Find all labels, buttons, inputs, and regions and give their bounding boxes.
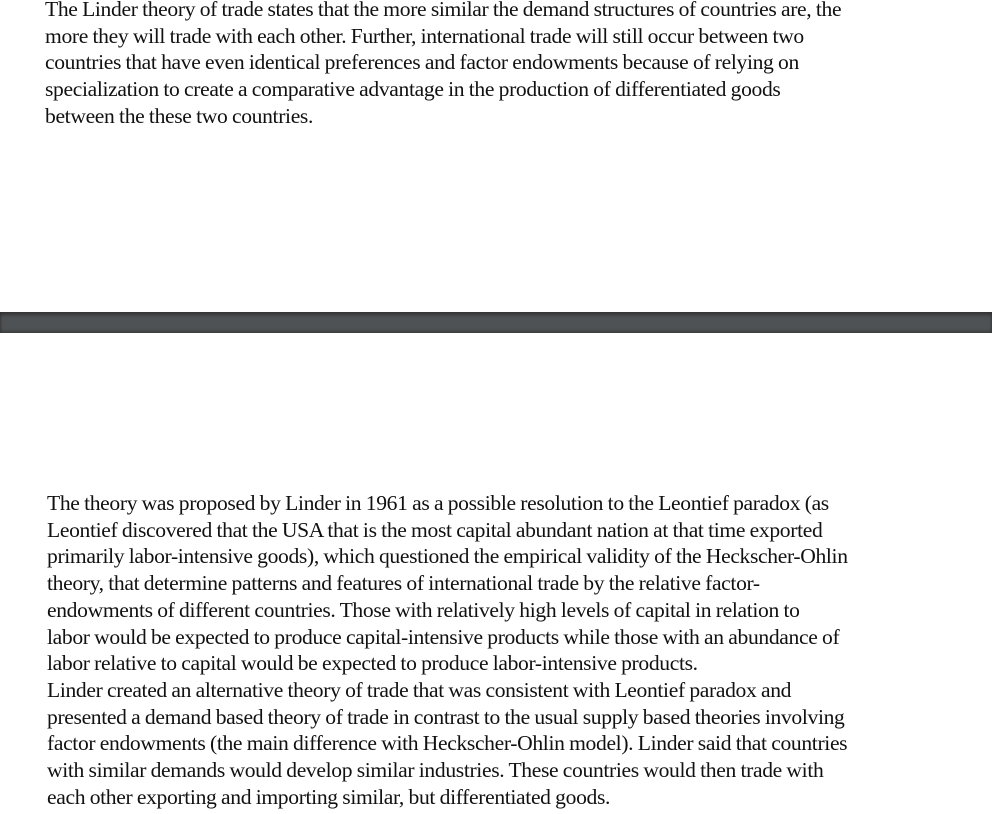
- text-line: primarily labor-intensive goods), which questioned the empirical validity of the Heckscher-Ohlin: [47, 544, 848, 569]
- paragraph-theory-origin: [47, 490, 848, 677]
- text-line: labor relative to capital would be expected to produce labor-intensive products.: [47, 651, 698, 676]
- paragraph-linder-theory-definition: [45, 0, 841, 130]
- text-line: The theory was proposed by Linder in 1961 as a possible resolution to the Leontief paradox (as: [47, 491, 829, 515]
- text-line: The Linder theory of trade states that the more similar the demand structures of countries are, the: [45, 0, 842, 21]
- text-line: specialization to create a comparative advantage in the production of differentiated goods: [45, 77, 781, 102]
- document-page-bottom: [0, 333, 992, 814]
- text-line: endowments of different countries. Those with relatively high levels of capital in relation to: [47, 597, 800, 622]
- text-line: labor would be expected to produce capital-intensive products while those with an abundance of: [47, 624, 840, 649]
- page-break-separator: [0, 312, 992, 333]
- text-line: factor endowments (the main difference with Heckscher-Ohlin model). Linder said that countries: [47, 731, 848, 756]
- text-line: between the these two countries.: [45, 103, 314, 128]
- text-line: Linder created an alternative theory of trade that was consistent with Leontief paradox and: [47, 678, 792, 702]
- text-line: Leontief discovered that the USA that is the most capital abundant nation at that time exported: [47, 517, 823, 542]
- text-line: theory, that determine patterns and features of international trade by the relative factor-: [47, 571, 760, 596]
- text-line: more they will trade with each other. Further, international trade will still occur between two: [45, 23, 804, 48]
- text-line: with similar demands would develop similar industries. These countries would then trade with: [47, 758, 824, 783]
- text-line: each other exporting and importing similar, but differentiated goods.: [47, 784, 611, 809]
- paragraph-demand-based-theory: [47, 677, 847, 811]
- text-line: presented a demand based theory of trade in contrast to the usual supply based theories involving: [47, 704, 845, 729]
- document-page-top: [0, 0, 992, 312]
- text-line: countries that have even identical preferences and factor endowments because of relying on: [45, 50, 799, 75]
